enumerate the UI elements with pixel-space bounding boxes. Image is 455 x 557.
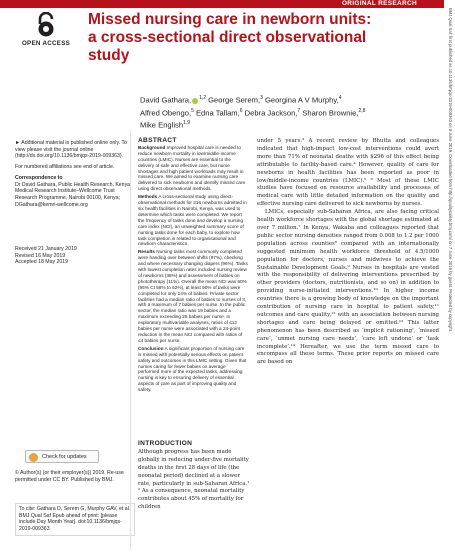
section-label: ORIGINAL RESEARCH xyxy=(341,0,417,7)
introduction-heading: INTRODUCTION xyxy=(138,440,193,447)
abstract-methods xyxy=(138,194,248,247)
received-date: Received 21 January 2019 xyxy=(15,246,77,252)
abstract-background-text: Improved hospital care is needed to reduce newborn mortality in low/middle-income countries (LMIC). Nurses are essential to the delivery of safe and effective care, but nurse shortages and high patient workloads may result in missed care. We aimed to examine nursing care delivered to sick newborns and identify missed care using direct observational methods. xyxy=(138,144,246,192)
author-name[interactable]: Sharon Brownie, xyxy=(300,108,359,118)
author-name[interactable]: George Serem, xyxy=(206,95,261,105)
author-affiliation-sup: 5 xyxy=(191,107,194,114)
author-affiliation-sup: 3 xyxy=(260,95,263,101)
author-name[interactable]: Georgina A V Murphy, xyxy=(262,95,339,105)
author-affiliation-sup: 6 xyxy=(239,107,243,114)
abstract-background-label: Background xyxy=(138,144,166,150)
affiliations-note: For numbered affiliations see end of article. xyxy=(15,164,115,171)
abstract-methods-text: A cross-sectional study using direct-observational methods for 216 newborns admitted in six health facilities in Nairobi, Kenya, was used to determine which tasks were completed. We report the frequency of tasks done and develop a nursing care index (NCI), an unweighted summary score of nursing tasks done for each baby, to explore how task completion is related to organisational and newborn characteristics. xyxy=(138,194,247,247)
abstract xyxy=(138,138,248,395)
author-name[interactable]: Debra Jackson, xyxy=(242,108,298,118)
body-paragraph: LMICs, especially sub-Saharan Africa, are also facing critical health workforce shortages with the global shortage estimated at over 7 million.⁷ In Kenya, Wakaba and colleagues reported that public sector nursing densities ranged from 0.008 to 1.2 per 1000 population across counties⁸ compared with an internationally suggested minimum health workforce threshold of 4.5/1000 population for doctors, nurses and midwives to achieve the Sustainable Development Goals.⁹ Nurses in hospitals are vested with the responsibility of delivering interventions prescribed by other providers (doctors, nutritionists, and so on) in addition to providing nurse-initiated interventions.¹⁰ In higher income countries there is a growing body of knowledge on the important contribution of nursing care in hospital to patient safety,¹¹ outcomes and care quality,¹² with an association between nursing shortages and care being delayed or omitted.¹³ This latter phenomenon has been described as ‘implicit rationing’, ‘missed care’, ‘unmet nursing care needs’, ‘care left undone’ or ‘task incomplete’.¹⁴ Hereafter, we use the term missed care to encompass all these terms. These prior reports on missed care are based on xyxy=(257,209,439,366)
article-sidebar xyxy=(15,140,135,212)
copyright-note: © Author(s) (or their employer(s)) 2019. Re-use permitted under CC BY. Published by BMJ. xyxy=(15,470,124,483)
abstract-conclusion-label: Conclusion xyxy=(138,345,164,351)
open-lock-icon xyxy=(35,12,57,38)
author-affiliation-sup: 7 xyxy=(297,107,301,114)
author-name[interactable]: Mike English xyxy=(140,120,184,130)
download-margin-note[interactable]: BMJ Qual Saf: first published as 10.1136/bmjqs-2019-009363 on 8 June 2019. Downloaded from http://qualitysafety.bmj.com/ on 7 June 2019 by guest. Protected by copyright. xyxy=(448,8,453,333)
copyright-block xyxy=(15,470,135,487)
article-dates xyxy=(15,246,135,266)
abstract-results xyxy=(138,249,248,344)
abstract-background xyxy=(138,145,248,192)
author-affiliation-sup: 2,8 xyxy=(358,107,366,114)
article-title: Missed nursing care in newborn units: a cross-sectional direct observational study xyxy=(88,11,372,64)
check-for-updates-button[interactable] xyxy=(25,450,99,463)
citation-box xyxy=(15,503,135,536)
header-bar xyxy=(0,0,444,8)
crossmark-icon xyxy=(29,453,38,462)
correspondence-details[interactable]: Dr David Gathara, Public Health Research, Kenya Medical Research Institute–Wellcome Trust Research Programme, Nairobi 00100, Kenya; DGathara@kemri-wellcome.org xyxy=(15,181,131,208)
body-right-column xyxy=(257,138,439,367)
introduction-text: Although progress has been made globally in reducing under-five mortality deaths in the first 28 days of life (the neonatal period) declined at a slower rate, particularly in sub-Saharan Africa.¹ ² As a consequence, neonatal mortality contributes about 45% of mortality for children xyxy=(138,448,250,511)
accepted-date: Accepted 18 May 2019 xyxy=(15,259,69,266)
abstract-results-text: Nursing tasks most commonly completed were handing over between shifts (97%), checking and where necessary changing diapers (96%). Tasks with lowest completion rates included nursing review of newborns (38%) and assessment of babies on phototherapy (11%). Overall the mean NCI was 60% (95% CI 58% to 62%), at least 90% of tasks were completed for only 14% of babies. Private sector facilities had a median ratio of babies to nurses of 3, with a maximum of 7 babies per nurse. In the public sector, the median ratio was 19 babies and a maximum exceeding 25 babies per nurse. In exploratory multivariable analyses, ratios of ≤12 babies per nurse were associated with a 24-point reduction in the mean NCI compared with ratios of ≤4 babies per nurse. xyxy=(138,249,248,343)
abstract-heading: ABSTRACT xyxy=(138,137,177,144)
author-affiliation-sup: 1,2 xyxy=(199,95,207,101)
author-name[interactable]: David Gathara, xyxy=(140,95,192,105)
orcid-icon[interactable] xyxy=(192,98,198,104)
author-name[interactable]: Alfred Obengo, xyxy=(140,108,192,118)
revised-date: Revised 16 May 2019 xyxy=(15,252,66,259)
abstract-methods-label: Methods xyxy=(138,194,158,200)
open-access-text: OPEN ACCESS xyxy=(21,40,71,47)
correspondence-heading: Correspondence to xyxy=(15,174,63,181)
supplementary-note[interactable]: ► Additional material is published online only. To view please visit the journal online (http://dx.doi.org/10.1136/bmjqs-2019-009363). xyxy=(15,140,127,160)
author-list xyxy=(140,93,372,131)
body-paragraph: under 5 years.³ A recent review by Bhutta and colleagues indicated that high-impact low-cost interventions could avert more than 71% of neonatal deaths with $296 of this effect being attributable to facility-based care.⁴ However, quality of care for newborns in health facilities has been reported as poor in low/middle-income countries (LMIC).⁵ ⁶ Most of these LMIC studies have focused on resource availability and processes of medical care with little detailed information on the quality and effective nursing care delivered to sick newborns by nurses. xyxy=(257,138,439,208)
author-name[interactable]: Edna Tallam, xyxy=(193,108,240,118)
abstract-conclusion-text: A significant proportion of nursing care is missed with potentially serious effects on patient safety and outcomes in this LMIC setting. Given that nurses caring for fewer babies on average performed more of the expected tasks, addressing nursing is key to ensuring delivery of essential aspects of care as part of improving quality and safety. xyxy=(138,345,247,393)
abstract-results-label: Results xyxy=(138,249,155,255)
open-access-logo xyxy=(21,12,71,47)
column-divider xyxy=(130,130,131,550)
check-updates-label: Check for updates xyxy=(42,454,87,460)
introduction xyxy=(138,440,252,512)
author-affiliation-sup: 4 xyxy=(338,95,342,101)
author-affiliation-sup: 1,9 xyxy=(183,120,191,127)
abstract-conclusion xyxy=(138,346,248,393)
citation-text[interactable]: To cite: Gathara D, Serem G, Murphy GAV, et al. BMJ Qual Saf Epub ahead of print: [please include Day Month Year]. doi:10.1136/bmjqs-2019-009363 xyxy=(19,506,131,533)
